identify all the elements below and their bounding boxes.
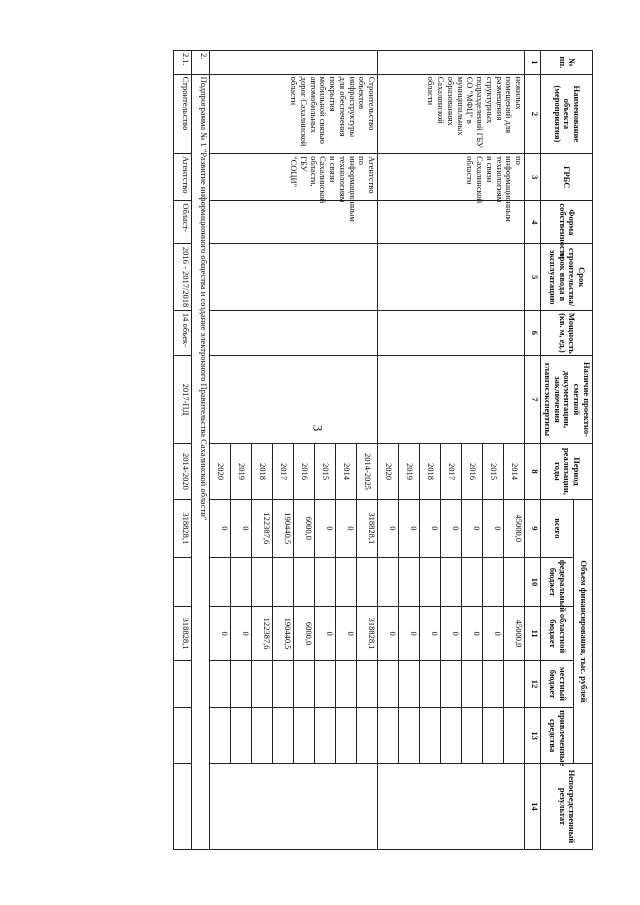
object-capacity: 14 объек- <box>174 310 192 355</box>
col-number: 11 <box>525 607 541 661</box>
object-term <box>210 244 378 311</box>
regional-value: 0 <box>231 607 252 661</box>
header-funding: Объем финансирования, тыс. рублей <box>574 499 593 763</box>
period-year: 2017 <box>441 444 462 500</box>
subprogram-row <box>192 51 210 850</box>
regional-value: 190440,5 <box>273 607 294 661</box>
object-capacity <box>210 310 378 355</box>
subprogram-title: Подпрограмма № 1 "Развитие информационного общества и создание электронного Правительства Сахалинской области" <box>192 74 210 849</box>
header-capacity: Мощность (кв. м, ед.) <box>541 310 593 355</box>
regional-value: 0 <box>420 607 441 661</box>
col-number: 7 <box>525 355 541 443</box>
private-value <box>357 708 378 764</box>
col-number: 12 <box>525 660 541 707</box>
federal-value <box>315 557 336 606</box>
period-year: 2020 <box>210 444 231 500</box>
total-value: 0 <box>420 499 441 557</box>
private-value <box>174 708 192 764</box>
federal-value <box>231 557 252 606</box>
object-grbs: Агентство <box>174 154 192 201</box>
header-grbs: ГРБС <box>541 154 593 201</box>
object-docs <box>210 355 378 443</box>
local-value <box>336 660 357 707</box>
period-year: 2015 <box>315 444 336 500</box>
total-value: 318828,1 <box>174 499 192 557</box>
local-value <box>462 660 483 707</box>
federal-value <box>504 557 525 606</box>
header-federal: федеральный бюджет <box>541 557 574 606</box>
private-value <box>315 708 336 764</box>
local-value <box>441 660 462 707</box>
period-year: 2014 <box>504 444 525 500</box>
federal-value <box>462 557 483 606</box>
object-term: 2016 - 2017/2018 <box>174 244 192 311</box>
period-year: 2016 <box>294 444 315 500</box>
regional-value: 0 <box>315 607 336 661</box>
period-year: 2019 <box>231 444 252 500</box>
object-name: Строительство <box>174 74 192 153</box>
header-private: привлеченные средства <box>541 708 574 764</box>
period-year: 2016 <box>462 444 483 500</box>
local-value <box>210 660 231 707</box>
total-value: 0 <box>441 499 462 557</box>
federal-value <box>441 557 462 606</box>
local-value <box>231 660 252 707</box>
local-value <box>483 660 504 707</box>
header-result: Непосредственный результат <box>541 764 593 850</box>
header-term: Срок строительства/срок ввода в эксплуатацию <box>541 244 593 311</box>
private-value <box>378 708 399 764</box>
object-term <box>378 244 525 311</box>
period-year: 2014-2025 <box>357 444 378 500</box>
col-number: 3 <box>525 154 541 201</box>
object-docs: 2017-ПД <box>174 355 192 443</box>
result-cell <box>210 764 378 850</box>
local-value <box>504 660 525 707</box>
header-regional: областной бюджет <box>541 607 574 661</box>
total-value: 45000,0 <box>504 499 525 557</box>
regional-value: 122387,6 <box>252 607 273 661</box>
regional-value: 0 <box>210 607 231 661</box>
object-grbs: по информационным технологиям и связи Сахалинской области <box>378 154 525 201</box>
period-year: 2014-2020 <box>174 444 192 500</box>
object-capacity <box>378 310 525 355</box>
header-name: Наименование объекта (мероприятия) <box>541 74 593 153</box>
result-cell <box>378 764 525 850</box>
period-year: 2014 <box>336 444 357 500</box>
private-value <box>252 708 273 764</box>
rotated-table-container <box>73 50 593 850</box>
period-year: 2018 <box>252 444 273 500</box>
header-total: всего <box>541 499 574 557</box>
table-row <box>357 51 378 850</box>
regional-value: 318828,1 <box>357 607 378 661</box>
total-value: 0 <box>315 499 336 557</box>
row-no: 2.1. <box>174 51 192 75</box>
col-number: 8 <box>525 444 541 500</box>
col-number: 1 <box>525 51 541 75</box>
object-ownership: Област- <box>174 201 192 244</box>
total-value: 0 <box>399 499 420 557</box>
local-value <box>420 660 441 707</box>
federal-value <box>483 557 504 606</box>
regional-value: 318828,1 <box>174 607 192 661</box>
object-docs <box>378 355 525 443</box>
total-value: 190440,5 <box>273 499 294 557</box>
result-cell <box>174 764 192 850</box>
page-number: 3 <box>310 424 326 432</box>
private-value <box>210 708 231 764</box>
period-year: 2019 <box>399 444 420 500</box>
object-name: Строительство объектов инфраструктуры для обеспечения покрытия мобильной связью автомобильных дорог Сахалинской области <box>210 74 378 153</box>
private-value <box>273 708 294 764</box>
federal-value <box>357 557 378 606</box>
table-row <box>504 51 525 850</box>
table-row <box>174 51 192 850</box>
header-local: местный бюджет <box>541 660 574 707</box>
col-number: 2 <box>525 74 541 153</box>
local-value <box>252 660 273 707</box>
object-ownership <box>378 201 525 244</box>
local-value <box>174 660 192 707</box>
regional-value: 6000,0 <box>294 607 315 661</box>
subprogram-no: 2. <box>192 51 210 75</box>
header-ownership: Форма собственности <box>541 201 593 244</box>
private-value <box>504 708 525 764</box>
federal-value <box>336 557 357 606</box>
col-number: 6 <box>525 310 541 355</box>
col-number: 5 <box>525 244 541 311</box>
header-no: № пп. <box>541 51 593 75</box>
local-value <box>315 660 336 707</box>
total-value: 6000,0 <box>294 499 315 557</box>
local-value <box>399 660 420 707</box>
header-docs: Наличие проектно-сметной документации, заключения главгосэкспертизы <box>541 355 593 443</box>
period-year: 2017 <box>273 444 294 500</box>
private-value <box>441 708 462 764</box>
col-number: 13 <box>525 708 541 764</box>
local-value <box>357 660 378 707</box>
object-name: нежилых помещений для размещения структурных подразделений ГБУ СО "МФЦ" в муниципальных образованиях Сахалинской области <box>378 74 525 153</box>
regional-value: 0 <box>336 607 357 661</box>
total-value: 122387,6 <box>252 499 273 557</box>
total-value: 0 <box>483 499 504 557</box>
regional-value: 0 <box>483 607 504 661</box>
col-number: 4 <box>525 201 541 244</box>
total-value: 0 <box>231 499 252 557</box>
total-value: 318828,1 <box>357 499 378 557</box>
federal-value <box>174 557 192 606</box>
private-value <box>483 708 504 764</box>
federal-value <box>399 557 420 606</box>
period-year: 2020 <box>378 444 399 500</box>
federal-value <box>378 557 399 606</box>
private-value <box>462 708 483 764</box>
local-value <box>294 660 315 707</box>
local-value <box>273 660 294 707</box>
period-year: 2018 <box>420 444 441 500</box>
period-year: 2015 <box>483 444 504 500</box>
private-value <box>336 708 357 764</box>
col-number: 14 <box>525 764 541 850</box>
federal-value <box>252 557 273 606</box>
federal-value <box>210 557 231 606</box>
header-period: Период реализации, годы <box>541 444 593 500</box>
private-value <box>231 708 252 764</box>
regional-value: 0 <box>378 607 399 661</box>
regional-value: 45000,0 <box>504 607 525 661</box>
total-value: 0 <box>336 499 357 557</box>
local-value <box>378 660 399 707</box>
federal-value <box>294 557 315 606</box>
regional-value: 0 <box>462 607 483 661</box>
private-value <box>294 708 315 764</box>
row-no <box>210 51 378 75</box>
row-no <box>378 51 525 75</box>
private-value <box>420 708 441 764</box>
private-value <box>399 708 420 764</box>
total-value: 0 <box>462 499 483 557</box>
federal-value <box>273 557 294 606</box>
federal-value <box>420 557 441 606</box>
col-number: 9 <box>525 499 541 557</box>
total-value: 0 <box>378 499 399 557</box>
col-number: 10 <box>525 557 541 606</box>
total-value: 0 <box>210 499 231 557</box>
column-number-row <box>525 51 541 850</box>
object-grbs: Агентство по информационным технологиям и связи Сахалинской области, ГБУ "СОЦИ" <box>210 154 378 201</box>
regional-value: 0 <box>441 607 462 661</box>
regional-value: 0 <box>399 607 420 661</box>
financing-table <box>173 50 593 850</box>
